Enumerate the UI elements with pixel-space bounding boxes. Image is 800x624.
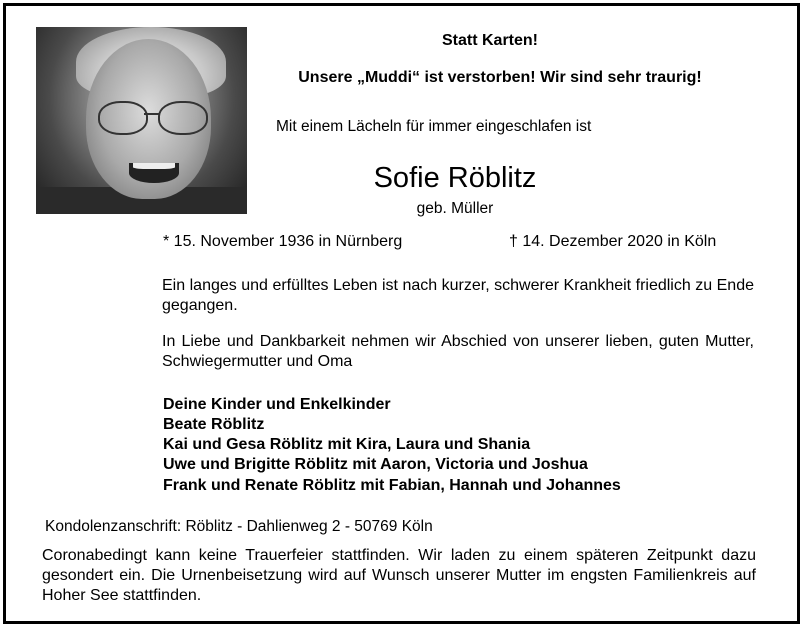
photo-teeth: [133, 163, 175, 169]
photo-glasses-bridge: [144, 113, 159, 115]
signature-line: Deine Kinder und Enkelkinder: [163, 396, 391, 413]
portrait-photo: [36, 27, 247, 214]
deceased-name: Sofie Röblitz: [373, 162, 537, 194]
announcement-heading: Unsere „Muddi“ ist verstorben! Wir sind sehr traurig!: [298, 69, 702, 86]
maiden-name: geb. Müller: [416, 200, 494, 217]
corona-notice: Coronabedingt kann keine Trauerfeier stattfinden. Wir laden zu einem späteren Zeitpunkt dazu gesondert ein. Die Urnenbeisetzung wird auf Wunsch unserer Mutter im engsten Familienkreis auf Hoher See stattfinden.: [42, 547, 756, 604]
statt-karten-heading: Statt Karten!: [441, 32, 538, 49]
signature-line: Kai und Gesa Röblitz mit Kira, Laura und Shania: [163, 436, 531, 453]
life-paragraph: Ein langes und erfülltes Leben ist nach kurzer, schwerer Krankheit friedlich zu Ende gegangen.: [162, 277, 754, 314]
signature-line: Uwe und Brigitte Röblitz mit Aaron, Victoria und Joshua: [163, 456, 588, 473]
signature-line: Frank und Renate Röblitz mit Fabian, Hannah und Johannes: [163, 477, 621, 494]
birth-date: * 15. November 1936 in Nürnberg: [163, 233, 403, 250]
photo-glasses-right: [158, 101, 208, 135]
condolence-address: Kondolenzanschrift: Röblitz - Dahlienweg 2 - 50769 Köln: [45, 518, 433, 535]
signature-line: Beate Röblitz: [163, 416, 265, 433]
photo-glasses-left: [98, 101, 148, 135]
intro-line: Mit einem Lächeln für immer eingeschlafen ist: [276, 118, 592, 135]
farewell-paragraph: In Liebe und Dankbarkeit nehmen wir Abschied von unserer lieben, guten Mutter, Schwiegermutter und Oma: [162, 333, 754, 370]
death-date: † 14. Dezember 2020 in Köln: [509, 233, 717, 250]
